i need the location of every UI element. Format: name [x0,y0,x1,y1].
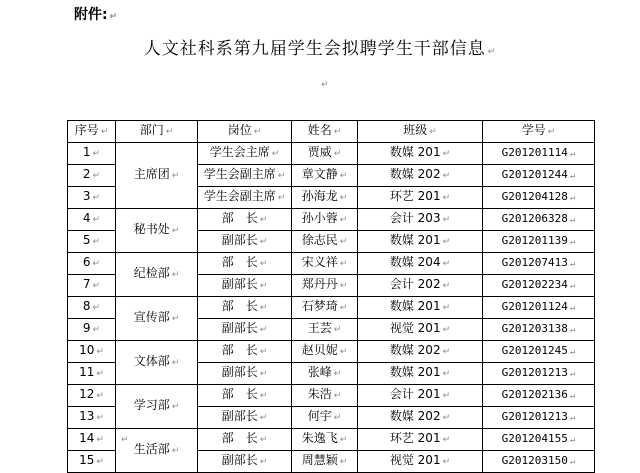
cell-mark-icon: ↵ [253,127,262,137]
cell-class: 会计 203 ↵ [358,209,483,231]
cell-mark-icon: ↵ [569,171,576,181]
cell-position: 副部长 ↵ [198,319,292,341]
cell-name: 孙海龙 ↵ [292,187,358,209]
cell-name: 郑丹丹 ↵ [292,275,358,297]
table-row [68,209,595,231]
cell-mark-icon: ↵ [569,325,576,335]
cell-mark-icon: ↵ [92,193,101,203]
cell-mark-icon: ↵ [339,347,348,357]
cell-mark-icon: ↵ [165,127,174,137]
cell-no: 3 ↵ [68,187,116,209]
cell-no: 1 ↵ [68,143,116,165]
cell-mark-icon: ↵ [171,358,180,368]
cell-mark-icon: ↵ [442,259,451,269]
cell-class: 环艺 201 ↵ [358,429,483,451]
cell-position: 副部长 ↵ [198,451,292,473]
header-cell-name: 姓名 ↵ [292,121,358,143]
cell-mark-icon: ↵ [569,347,576,357]
cell-position: 部 长 ↵ [198,341,292,363]
cell-dept: 主席团 ↵ [116,143,198,209]
cell-dept: 纪检部 ↵ [116,253,198,297]
cell-name: 何宇 ↵ [292,407,358,429]
cell-mark-icon: ↵ [569,435,576,445]
cell-no: 2 ↵ [68,165,116,187]
cell-position: 部 长 ↵ [198,253,292,275]
cell-mark-icon: ↵ [92,259,101,269]
cell-mark-icon: ↵ [569,391,576,401]
cell-mark-icon: ↵ [171,171,180,181]
cell-mark-icon: ↵ [339,215,348,225]
cell-mark-icon: ↵ [442,457,451,467]
paragraph-mark-icon: ↵ [321,80,329,90]
cell-mark-icon: ↵ [547,127,556,137]
page-title [0,34,640,59]
cell-mark-icon: ↵ [96,413,104,423]
cell-mark-icon: ↵ [92,171,101,181]
cell-mark-icon: ↵ [442,237,451,247]
cell-no: 10 ↵ [68,341,116,363]
cell-class: 数媒 204 ↵ [358,253,483,275]
cell-position: 副部长 ↵ [198,407,292,429]
cell-mark-icon: ↵ [569,149,576,159]
cell-class: 数媒 202 ↵ [358,407,483,429]
cell-student-id: G201201213 ↵ [483,363,595,385]
cell-mark-icon: ↵ [569,215,576,225]
cell-mark-icon: ↵ [171,270,180,280]
cell-class: 数媒 201 ↵ [358,297,483,319]
cell-student-id: G201202136 ↵ [483,385,595,407]
cell-mark-icon: ↵ [333,413,342,423]
cell-position: 部 长 ↵ [198,297,292,319]
cell-mark-icon: ↵ [442,369,451,379]
cell-student-id: G201204155 ↵ [483,429,595,451]
cell-student-id: G201203138 ↵ [483,319,595,341]
header-cell-class: 班级 ↵ [358,121,483,143]
cell-student-id: G201201213 ↵ [483,407,595,429]
header-cell-student-id: 学号 ↵ [483,121,595,143]
cell-student-id: G201207413 ↵ [483,253,595,275]
cell-mark-icon: ↵ [339,435,348,445]
cell-position: 部 长 ↵ [198,209,292,231]
cell-student-id: G201201244 ↵ [483,165,595,187]
cell-name: 宋义祥 ↵ [292,253,358,275]
table-row [68,253,595,275]
paragraph-mark-icon: ↵ [487,47,497,57]
cell-class: 视觉 201 ↵ [358,319,483,341]
cell-mark-icon: ↵ [92,325,101,335]
cell-class: 会计 201 ↵ [358,385,483,407]
cell-student-id: G201206328 ↵ [483,209,595,231]
cell-mark-icon: ↵ [442,193,451,203]
cell-no: 12 ↵ [68,385,116,407]
cell-mark-icon: ↵ [92,303,101,313]
table-row [68,143,595,165]
cell-dept: 学习部 ↵ [116,385,198,429]
cell-mark-icon: ↵ [96,369,104,379]
cell-mark-icon: ↵ [92,149,101,159]
cell-name: 孙小蓉 ↵ [292,209,358,231]
cell-mark-icon: ↵ [259,391,268,401]
cell-mark-icon: ↵ [92,237,101,247]
cell-student-id: G201203150 ↵ [483,451,595,473]
cell-mark-icon: ↵ [442,171,451,181]
cell-student-id: G201202234 ↵ [483,275,595,297]
table-row [68,297,595,319]
cell-name: 赵贝妮 ↵ [292,341,358,363]
table-row [68,385,595,407]
cell-mark-icon: ↵ [259,259,268,269]
header-cell-dept: 部门 ↵ [116,121,198,143]
cell-mark-icon: ↵ [569,413,576,423]
cell-no: 4 ↵ [68,209,116,231]
cell-mark-icon: ↵ [442,391,451,401]
cell-mark-icon: ↵ [259,325,268,335]
cell-name: 朱浩 ↵ [292,385,358,407]
cell-mark-icon: ↵ [569,457,576,467]
cell-mark-icon: ↵ [339,259,348,269]
cell-no: 7 ↵ [68,275,116,297]
cell-mark-icon: ↵ [259,303,268,313]
table-row [68,429,595,451]
cell-name: 贾威 ↵ [292,143,358,165]
cell-mark-icon: ↵ [259,237,268,247]
cell-mark-icon: ↵ [569,303,576,313]
cell-name: 徐志民 ↵ [292,231,358,253]
cell-mark-icon: ↵ [442,281,451,291]
cell-mark-icon: ↵ [339,281,348,291]
cell-student-id: G201204128 ↵ [483,187,595,209]
header-cell-position: 岗位 ↵ [198,121,292,143]
cell-name: 周慧颖 ↵ [292,451,358,473]
cell-mark-icon: ↵ [171,314,180,324]
cell-position: 学生会副主席 ↵ [198,165,292,187]
cell-mark-icon: ↵ [259,435,268,445]
title-text: 人文社科系第九届学生会拟聘学生干部信息 [143,39,486,59]
attachment-text: 附件: [74,7,108,23]
cell-position: 部 长 ↵ [198,429,292,451]
cell-mark-icon: ↵ [259,413,268,423]
cell-no: 14 ↵ [68,429,116,451]
cell-mark-icon: ↵ [442,435,451,445]
cell-student-id: G201201114 ↵ [483,143,595,165]
cell-mark-icon: ↵ [277,171,286,181]
cell-dept: 文体部 ↵ [116,341,198,385]
cell-mark-icon: ↵ [333,149,342,159]
cell-mark-icon: ↵ [259,457,268,467]
cell-no: 6 ↵ [68,253,116,275]
cell-mark-icon: ↵ [339,171,348,181]
cell-mark-icon: ↵ [442,215,451,225]
cell-mark-icon: ↵ [96,347,104,357]
cell-name: 张峰 ↵ [292,363,358,385]
table-body [68,143,595,473]
cell-mark-icon: ↵ [442,413,451,423]
cell-class: 会计 202 ↵ [358,275,483,297]
cell-mark-icon: ↵ [92,281,101,291]
cell-student-id: G201201124 ↵ [483,297,595,319]
cell-mark-icon: ↵ [171,446,180,456]
cell-mark-icon: ↵ [442,325,451,335]
cell-class: 数媒 201 ↵ [358,231,483,253]
cell-mark-icon: ↵ [442,149,451,159]
cell-mark-icon: ↵ [121,435,129,445]
cell-student-id: G201201245 ↵ [483,341,595,363]
table-header-row [68,121,595,143]
cell-mark-icon: ↵ [96,391,104,401]
cell-mark-icon: ↵ [569,281,576,291]
cell-mark-icon: ↵ [171,226,180,236]
cell-mark-icon: ↵ [96,435,104,445]
cell-no: 9 ↵ [68,319,116,341]
cell-mark-icon: ↵ [339,457,348,467]
cell-position: 副部长 ↵ [198,275,292,297]
cell-mark-icon: ↵ [333,325,342,335]
cell-mark-icon: ↵ [339,303,348,313]
cell-mark-icon: ↵ [569,259,576,269]
cell-mark-icon: ↵ [442,347,451,357]
cell-position: 学生会主席 ↵ [198,143,292,165]
cell-mark-icon: ↵ [92,215,101,225]
cell-mark-icon: ↵ [271,149,280,159]
cell-mark-icon: ↵ [259,347,268,357]
cell-position: 副部长 ↵ [198,363,292,385]
cell-class: 数媒 201 ↵ [358,363,483,385]
cell-class: 数媒 202 ↵ [358,165,483,187]
cell-dept: 秘书处 ↵ [116,209,198,253]
paragraph-mark-icon: ↵ [109,12,118,22]
cell-no: 15 ↵ [68,451,116,473]
cell-mark-icon: ↵ [339,237,348,247]
cell-mark-icon: ↵ [333,127,342,137]
cell-mark-icon: ↵ [171,402,180,412]
cell-mark-icon: ↵ [333,391,342,401]
cell-mark-icon: ↵ [259,281,268,291]
attachment-label [74,4,117,24]
cell-name: 朱逸飞 ↵ [292,429,358,451]
cell-mark-icon: ↵ [259,215,268,225]
table-row [68,341,595,363]
cell-mark-icon: ↵ [429,127,437,137]
cell-dept: 生活部 ↵ ↵ [116,429,198,473]
cell-mark-icon: ↵ [569,193,576,203]
cell-name: 石梦琦 ↵ [292,297,358,319]
cell-no: 8 ↵ [68,297,116,319]
cell-mark-icon: ↵ [339,193,348,203]
cell-mark-icon: ↵ [277,193,286,203]
cell-class: 数媒 202 ↵ [358,341,483,363]
cell-class: 环艺 201 ↵ [358,187,483,209]
cell-mark-icon: ↵ [96,457,104,467]
cell-mark-icon: ↵ [569,369,576,379]
cell-class: 视觉 201 ↵ [358,451,483,473]
cell-no: 13 ↵ [68,407,116,429]
cell-no: 11 ↵ [68,363,116,385]
cell-mark-icon: ↵ [333,369,342,379]
cell-mark-icon: ↵ [259,369,268,379]
cell-mark-icon: ↵ [442,303,451,313]
cell-dept: 宣传部 ↵ [116,297,198,341]
cell-class: 数媒 201 ↵ [358,143,483,165]
cadre-table [67,120,595,473]
cell-position: 部 长 ↵ [198,385,292,407]
cell-name: 王芸 ↵ [292,319,358,341]
cell-position: 学生会副主席 ↵ [198,187,292,209]
cell-mark-icon: ↵ [569,237,576,247]
cell-mark-icon: ↵ [100,127,109,137]
cell-student-id: G201201139 ↵ [483,231,595,253]
cell-no: 5 ↵ [68,231,116,253]
cell-position: 副部长 ↵ [198,231,292,253]
header-cell-no: 序号 ↵ [68,121,116,143]
cell-name: 章文静 ↵ [292,165,358,187]
